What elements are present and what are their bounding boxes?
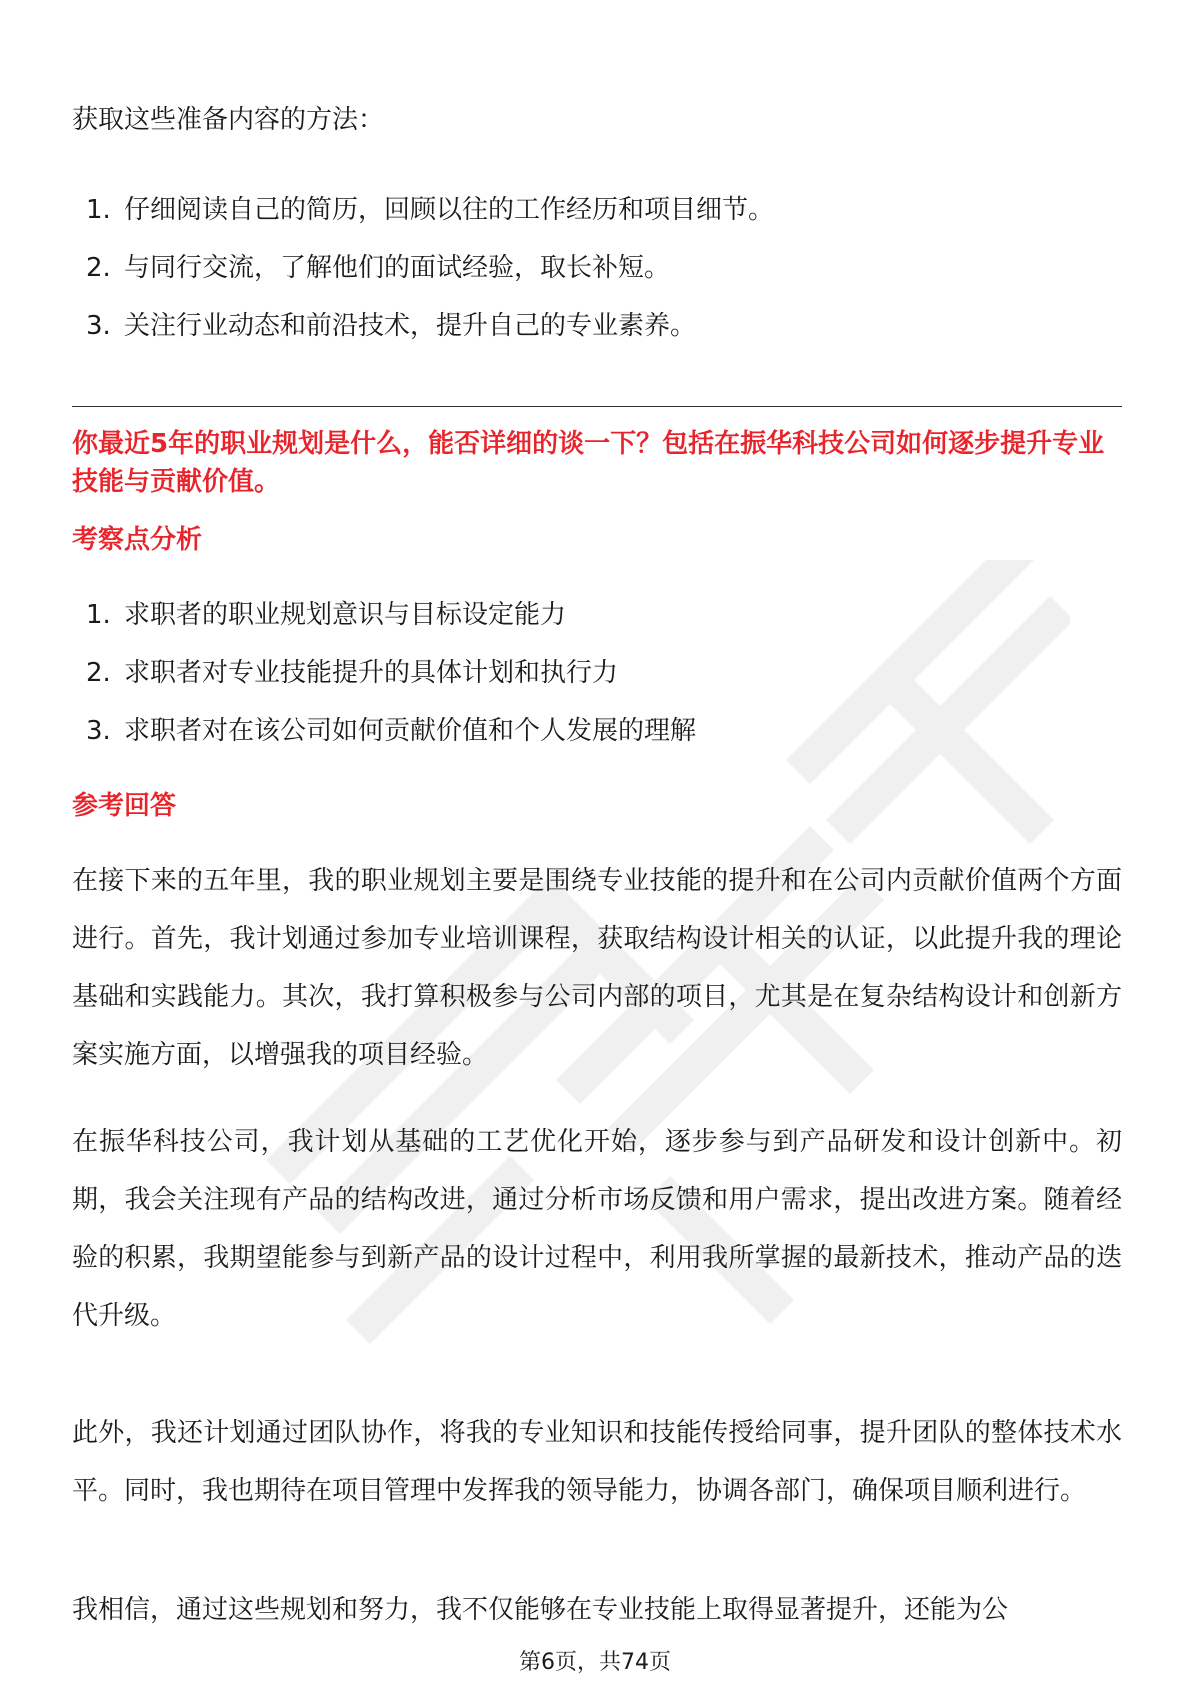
list-item	[72, 190, 1122, 248]
methods-list	[72, 190, 1122, 364]
question-title: 你最近5年的职业规划是什么，能否详细的谈一下？包括在振华科技公司如何逐步提升专业技能与贡献价值。	[72, 429, 1105, 497]
list-item-text: 求职者对专业技能提升的具体计划和执行力	[124, 658, 619, 688]
list-item-text: 求职者的职业规划意识与目标设定能力	[124, 600, 567, 630]
list-number: 3.	[86, 716, 111, 746]
list-item	[72, 711, 1122, 769]
list-number: 2.	[86, 658, 111, 688]
list-item	[72, 306, 1122, 364]
list-item	[72, 248, 1122, 306]
list-item	[72, 653, 1122, 711]
answer-paragraph: 在振华科技公司，我计划从基础的工艺优化开始，逐步参与到产品研发和设计创新中。初期，我会关注现有产品的结构改进，通过分析市场反馈和用户需求，提出改进方案。随着经验的积累，我期望能参与到新产品的设计过程中，利用我所掌握的最新技术，推动产品的迭代升级。	[72, 1127, 1122, 1331]
answer-paragraph: 在接下来的五年里，我的职业规划主要是围绕专业技能的提升和在公司内贡献价值两个方面进行。首先，我计划通过参加专业培训课程，获取结构设计相关的认证，以此提升我的理论基础和实践能力。其次，我打算积极参与公司内部的项目，尤其是在复杂结构设计和创新方案实施方面，以增强我的项目经验。	[72, 866, 1122, 1070]
analysis-heading: 考察点分析	[72, 525, 203, 555]
answer-paragraph: 我相信，通过这些规划和努力，我不仅能够在专业技能上取得显著提升，还能为公	[72, 1595, 1009, 1625]
list-item-text: 求职者对在该公司如何贡献价值和个人发展的理解	[124, 716, 697, 746]
page-footer: 第6页，共74页	[519, 1650, 671, 1675]
list-number: 1.	[86, 195, 111, 225]
list-number: 1.	[86, 600, 111, 630]
list-item-text: 关注行业动态和前沿技术，提升自己的专业素养。	[124, 311, 697, 341]
analysis-list	[72, 595, 1122, 769]
list-number: 3.	[86, 311, 111, 341]
list-item	[72, 595, 1122, 653]
answer-paragraph: 此外，我还计划通过团队协作，将我的专业知识和技能传授给同事，提升团队的整体技术水平。同时，我也期待在项目管理中发挥我的领导能力，协调各部门，确保项目顺利进行。	[72, 1418, 1122, 1506]
section-divider	[72, 406, 1122, 407]
list-item-text: 与同行交流，了解他们的面试经验，取长补短。	[124, 253, 671, 283]
list-number: 2.	[86, 253, 111, 283]
list-item-text: 仔细阅读自己的简历，回顾以往的工作经历和项目细节。	[124, 195, 775, 225]
intro-text: 获取这些准备内容的方法：	[72, 105, 385, 135]
answer-heading: 参考回答	[72, 791, 177, 821]
